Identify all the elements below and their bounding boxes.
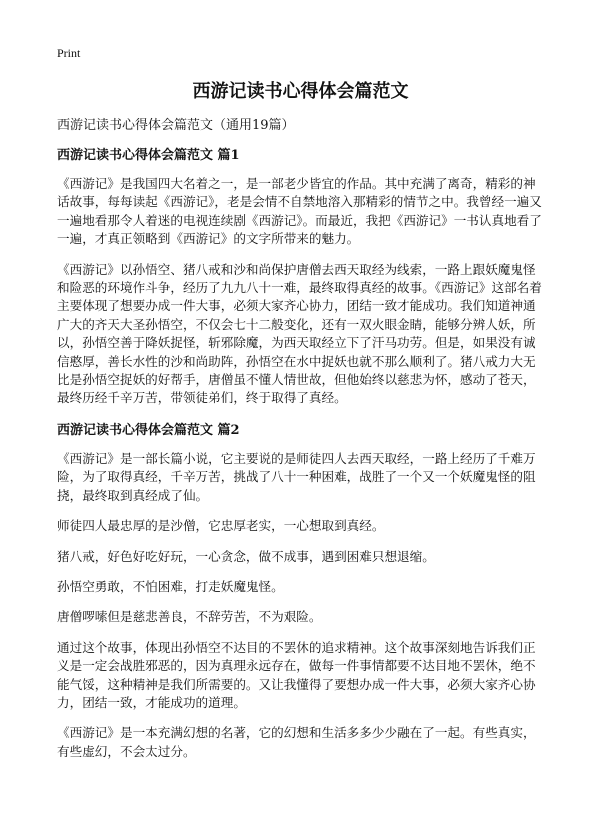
section-2	[57, 422, 544, 761]
paragraph: 师徒四人最忠厚的是沙僧，它忠厚老实，一心想取到真经。	[57, 518, 385, 534]
document-title: 西游记读书心得体会篇范文	[192, 81, 409, 102]
paragraph: 《西游记》是一本充满幻想的名著，它的幻想和生活多多少少融在了一起。有些真实，有些虚幻，不会太过分。	[57, 725, 536, 759]
section-1	[57, 147, 544, 408]
paragraph: 《西游记》以孙悟空、猪八戒和沙和尚保护唐僧去西天取经为线索，一路上跟妖魔鬼怪和险恶的环境作斗争，经历了九九八十一难，最终取得真经的故事。《西游记》这部名着主要体现了想要办成一件大事，必须大家齐心协力，团结一致才能成功。我们知道神通广大的齐天大圣孙悟空，不仅会七十二般变化，还有一双火眼金睛，能够分辨人妖，所以，孙悟空善于降妖捉怪，斩邪除魔，为西天取经立下了汗马功劳。但是，如果没有诚信憨厚，善长水性的沙和尚助阵，孙悟空在水中捉妖也就不那么顺利了。猪八戒力大无比是孙悟空捉妖的好帮手，唐僧虽不懂人情世故，但他始终以慈悲为怀，感动了苍天，最终历经千辛万苦，带领徒弟们，终于取得了真经。	[57, 261, 542, 406]
document-subtitle: 西游记读书心得体会篇范文（通用19篇）	[57, 118, 295, 133]
paragraph: 猪八戒，好色好吃好玩，一心贪念，做不成事，遇到困难只想退缩。	[57, 548, 435, 564]
paragraph: 唐僧啰嗦但是慈悲善良，不辞劳苦，不为艰险。	[57, 609, 322, 625]
paragraph: 通过这个故事，体现出孙悟空不达目的不罢休的追求精神。这个故事深刻地告诉我们正义是一定会战胜邪恶的，因为真理永远存在，做每一件事情都要不达目地不罢休，绝不能气馁，这种精神是我们所需要的。又让我懂得了要想办成一件大事，必须大家齐心协力，团结一致，才能成功的道理。	[57, 639, 536, 710]
paragraph: 《西游记》是我国四大名着之一，是一部老少皆宜的作品。其中充满了离奇，精彩的神话故事，每每读起《西游记》，老是会情不自禁地溶入那精彩的情节之中。我曾经一遍又一遍地看那令人着迷的电视连续剧《西游记》。而最近，我把《西游记》一书认真地看了一遍，才真正领略到《西游记》的文字所带来的魅力。	[57, 176, 542, 247]
section-heading: 西游记读书心得体会篇范文 篇2	[57, 422, 240, 438]
print-label: Print	[57, 46, 81, 60]
paragraph: 孙悟空勇敢，不怕困难，打走妖魔鬼怪。	[57, 578, 284, 594]
paragraph: 《西游记》是一部长篇小说，它主要说的是师徒四人去西天取经，一路上经历了千难万险，为了取得真经，千辛万苦，挑战了八十一种困难，战胜了一个又一个妖魔鬼怪的阻挠，最终取到真经成了仙。	[57, 450, 536, 503]
section-heading: 西游记读书心得体会篇范文 篇1	[57, 148, 240, 163]
